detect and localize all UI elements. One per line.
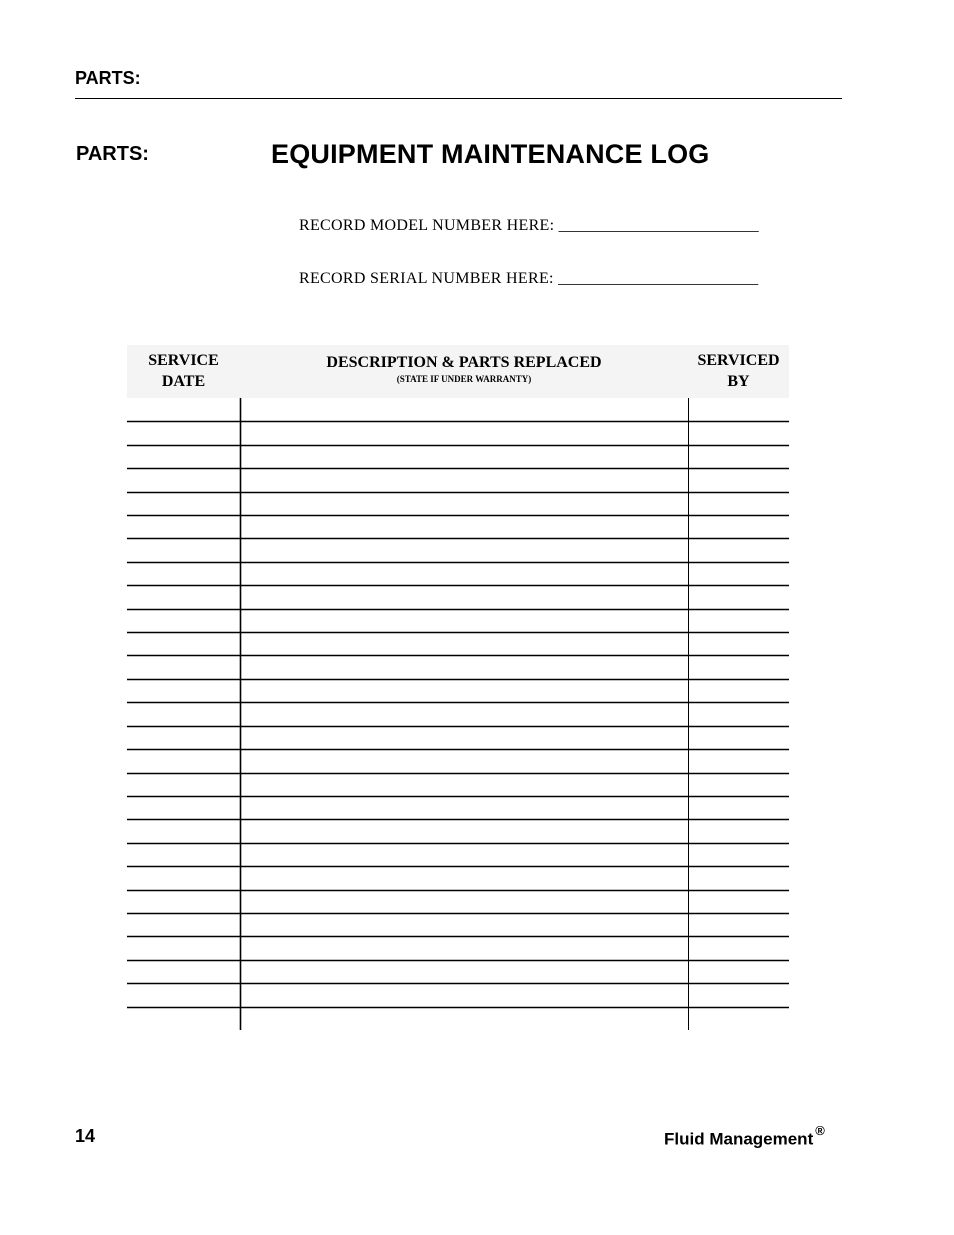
log-table-body xyxy=(127,398,789,1030)
serial-number-blank[interactable]: _________________________ xyxy=(558,270,759,287)
brand-name: Fluid Management xyxy=(664,1129,814,1149)
model-number-label: RECORD MODEL NUMBER HERE: xyxy=(299,217,555,234)
page-number: 14 xyxy=(75,1126,96,1146)
col-header-serviced-by xyxy=(688,350,789,403)
header-divider xyxy=(75,98,842,99)
log-table-grid xyxy=(127,398,789,1030)
col-header-service-date xyxy=(127,350,240,403)
col-header-serviced-by-line1: SERVICED xyxy=(697,352,780,369)
serial-number-label: RECORD SERIAL NUMBER HERE: xyxy=(299,270,554,287)
model-number-line xyxy=(299,217,759,235)
parts-side-label: PARTS: xyxy=(76,143,149,165)
registered-mark: ® xyxy=(815,1123,825,1138)
col-header-service-date-line2: DATE xyxy=(161,373,206,390)
col-header-serviced-by-line2: BY xyxy=(727,373,750,390)
page-title: EQUIPMENT MAINTENANCE LOG xyxy=(271,139,710,169)
model-number-blank[interactable]: _________________________ xyxy=(558,217,759,234)
col-header-service-date-line1: SERVICE xyxy=(148,352,219,369)
log-table-header xyxy=(127,345,789,398)
footer-brand xyxy=(664,1123,825,1150)
col-header-description-label: DESCRIPTION & PARTS REPLACED xyxy=(326,354,602,371)
col-header-warranty-note: (STATE IF UNDER WARRANTY) xyxy=(396,374,532,384)
serial-number-line xyxy=(299,270,758,288)
section-header-label: PARTS: xyxy=(75,68,141,88)
